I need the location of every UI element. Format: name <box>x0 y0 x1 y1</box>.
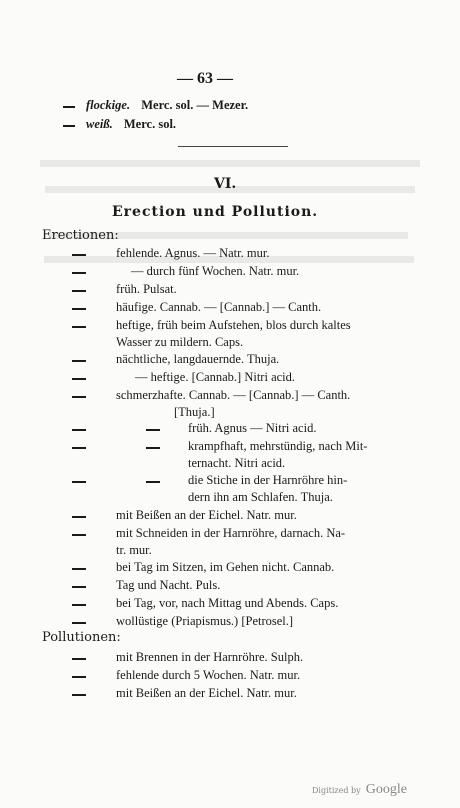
chapter-number: VI. <box>214 176 237 192</box>
entry: dern ihn am Schlafen. Thuja. <box>188 490 333 504</box>
dash <box>72 396 86 398</box>
dash <box>72 516 86 518</box>
entry: bei Tag, vor, nach Mittag und Abends. Caps. <box>116 596 339 610</box>
dash <box>72 604 86 606</box>
dash <box>72 326 86 328</box>
entry: [Thuja.] <box>174 405 215 419</box>
entry: Wasser zu mildern. Caps. <box>116 335 244 349</box>
entry: mit Schneiden in der Harnröhre, darnach. Na- <box>116 526 346 540</box>
dash <box>72 254 86 256</box>
dash <box>72 568 86 570</box>
entry: mit Beißen an der Eichel. Natr. mur. <box>116 686 297 700</box>
top-line-2: weiß. Merc. sol. <box>86 117 177 131</box>
dash <box>72 308 86 310</box>
entry: häufige. Cannab. — [Cannab.] — Canth. <box>116 300 322 314</box>
dash <box>146 429 160 431</box>
dash <box>72 586 86 588</box>
dash <box>72 360 86 362</box>
section-heading: Erectionen: <box>42 228 119 243</box>
section-rule <box>178 146 288 147</box>
dash <box>72 272 86 274</box>
entry: mit Beißen an der Eichel. Natr. mur. <box>116 508 297 522</box>
entry: früh. Agnus — Nitri acid. <box>188 421 317 435</box>
entry: heftige, früh beim Aufstehen, blos durch kaltes <box>116 318 351 332</box>
chapter-title: Erection und Pollution. <box>112 204 319 220</box>
dash <box>72 290 86 292</box>
entry: wollüstige (Priapismus.) [Petrosel.] <box>116 614 294 628</box>
entry: krampfhaft, mehrstündig, nach Mit- <box>188 439 368 453</box>
entry: Tag und Nacht. Puls. <box>116 578 221 592</box>
entry: bei Tag im Sitzen, im Gehen nicht. Cannab. <box>116 560 335 574</box>
entry: — durch fünf Wochen. Natr. mur. <box>131 264 300 278</box>
top-line-1: flockige. Merc. sol. — Mezer. <box>86 98 249 112</box>
dash <box>72 378 86 380</box>
entry: ternacht. Nitri acid. <box>188 456 286 470</box>
entry: — heftige. [Cannab.] Nitri acid. <box>135 370 296 384</box>
entry: die Stiche in der Harnröhre hin- <box>188 473 348 487</box>
entry: früh. Pulsat. <box>116 282 177 296</box>
entry: tr. mur. <box>116 543 152 557</box>
dash <box>72 481 86 483</box>
dash <box>72 534 86 536</box>
entry: mit Brennen in der Harnröhre. Sulph. <box>116 650 304 664</box>
entry: fehlende durch 5 Wochen. Natr. mur. <box>116 668 301 682</box>
dash <box>72 694 86 696</box>
entry: nächtliche, langdauernde. Thuja. <box>116 352 280 366</box>
dash <box>146 481 160 483</box>
dash <box>72 622 86 624</box>
page-number: — 63 — <box>177 70 233 87</box>
dash <box>72 429 86 431</box>
dash <box>72 447 86 449</box>
section-heading: Pollutionen: <box>42 630 121 645</box>
dash <box>72 676 86 678</box>
bleed-through <box>40 160 420 167</box>
dash <box>72 658 86 660</box>
entry: schmerzhafte. Cannab. — [Cannab.] — Canth. <box>116 388 351 402</box>
dash <box>63 125 75 127</box>
dash <box>146 447 160 449</box>
dash <box>63 106 75 108</box>
digitized-watermark: Digitized by Google <box>312 782 407 797</box>
entry: fehlende. Agnus. — Natr. mur. <box>116 246 270 260</box>
